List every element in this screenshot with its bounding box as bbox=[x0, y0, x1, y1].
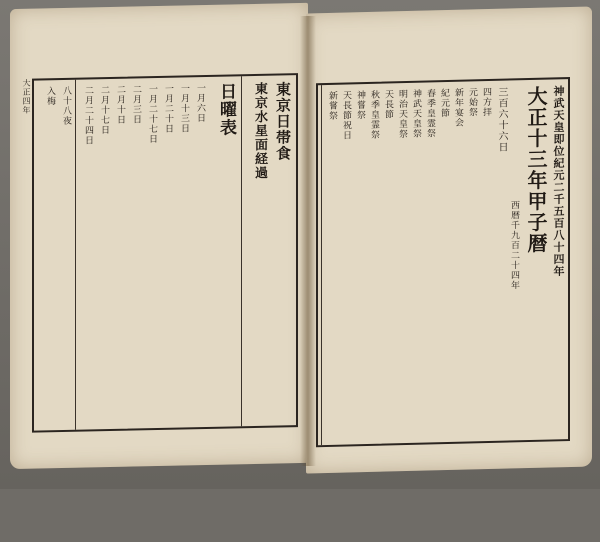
holiday-entry: 神嘗祭 bbox=[355, 90, 365, 121]
year-title: 大正十三年甲子暦 bbox=[524, 85, 548, 255]
right-page bbox=[306, 7, 592, 474]
tokyo-eclipse-title: 東京日帯食 bbox=[274, 81, 292, 162]
table-row: 二月十日 bbox=[115, 84, 125, 125]
table-row: 一月二十七日 bbox=[147, 84, 157, 145]
holiday-entry: 神武天皇祭 bbox=[411, 88, 421, 139]
book-gutter bbox=[300, 16, 316, 466]
holiday-entry: 天長節 bbox=[383, 89, 393, 120]
era-header: 神武天皇即位紀元二千五百八十四年 bbox=[552, 85, 565, 278]
year-days: 三百六十六日 bbox=[496, 86, 507, 153]
holiday-entry: 新嘗祭 bbox=[327, 90, 337, 121]
holiday-entry: 秋季皇霊祭 bbox=[369, 89, 379, 140]
holiday-entry: 四方拝 bbox=[481, 86, 491, 118]
table-row: 一月二十日 bbox=[163, 83, 173, 134]
table-row: 一月六日 bbox=[195, 83, 205, 124]
holiday-entry: 元始祭 bbox=[467, 87, 477, 118]
holiday-entry: 紀元節 bbox=[439, 88, 449, 119]
divider bbox=[241, 76, 242, 426]
table-row: 二月二十四日 bbox=[83, 85, 93, 146]
divider bbox=[321, 85, 322, 445]
table-row: 二月三日 bbox=[131, 84, 141, 125]
holiday-entry: 新年宴会 bbox=[453, 87, 463, 128]
weekday-table-title: 日曜表 bbox=[216, 82, 236, 137]
left-page bbox=[10, 3, 308, 469]
holiday-entry: 春季皇霊祭 bbox=[425, 88, 435, 139]
right-page-frame bbox=[316, 77, 570, 447]
seasonal-term: 入梅 bbox=[45, 86, 55, 107]
mercury-transit-title: 東京水星面経過 bbox=[252, 81, 267, 181]
western-year: 西暦千九百二十四年 bbox=[509, 200, 519, 291]
open-almanac-book bbox=[10, 6, 592, 480]
left-page-frame bbox=[32, 73, 298, 433]
holiday-entry: 明治天皇祭 bbox=[397, 89, 407, 140]
table-row: 二月十七日 bbox=[99, 85, 109, 136]
table-row: 一月十三日 bbox=[179, 83, 189, 134]
seasonal-term: 八十八夜 bbox=[61, 85, 71, 127]
divider bbox=[75, 80, 76, 430]
margin-note: 大正四年 bbox=[22, 78, 31, 115]
holiday-entry: 天長節祝日 bbox=[341, 90, 351, 141]
